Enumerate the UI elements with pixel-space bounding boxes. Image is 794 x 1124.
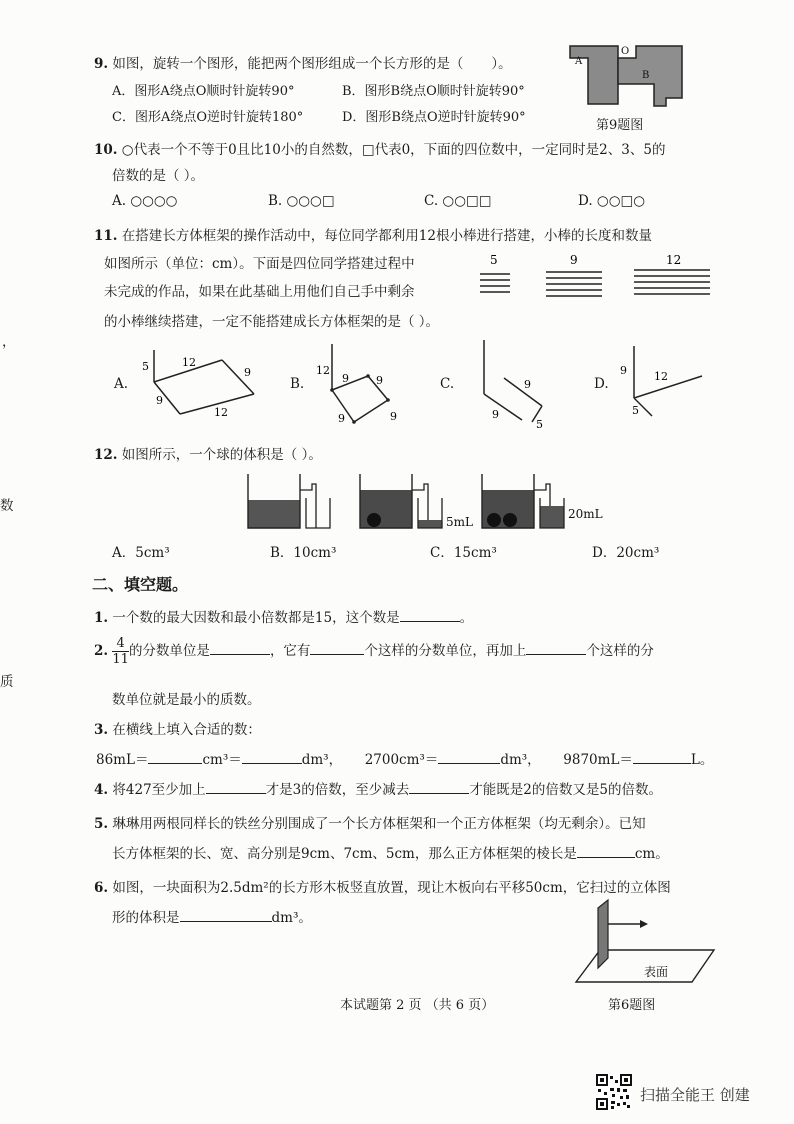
f3-blank-3[interactable] [438, 749, 500, 764]
f3-blank-2[interactable] [242, 749, 302, 764]
section-fill-blank-title: 二、填空题。 [92, 575, 189, 594]
margin-fragment-3: 质 [0, 674, 14, 690]
q9-fig-caption: 第9题图 [596, 118, 644, 133]
q10-line2: 倍数的是（ ）。 [112, 168, 205, 184]
a-label-9-right: 9 [244, 366, 251, 379]
f6-line2 [112, 906, 312, 926]
f2-text-2: ，它有 [269, 643, 311, 659]
q10-option-a[interactable]: A. ○○○○ [112, 193, 178, 209]
q11-option-b-label[interactable]: B. [290, 376, 305, 392]
q11-text-1: 在搭建长方体框架的操作活动中，每位同学都利用12根小棒进行搭建，小棒的长度和数量 [121, 228, 652, 244]
f2-text-3: 个这样的分数单位，再加上 [364, 643, 527, 659]
q12-figure [246, 468, 616, 532]
q12-container-2 [360, 474, 442, 528]
d-label-9: 9 [620, 364, 627, 377]
q11-option-a-label[interactable]: A. [114, 376, 129, 392]
c-label-9-b: 9 [492, 408, 499, 421]
f1-text: 一个数的最大因数和最小倍数都是15，这个数是 [112, 610, 400, 626]
q11-number: 11. [94, 228, 118, 244]
q12-option-c[interactable]: C．15cm³ [430, 545, 497, 561]
a-label-9-left: 9 [156, 394, 163, 407]
f2-text-4: 个这样的分 [586, 643, 654, 659]
b-label-9-b: 9 [376, 374, 383, 387]
f6-number: 6. [94, 880, 109, 896]
f3-blank-1[interactable] [148, 749, 202, 764]
c-label-9-a: 9 [524, 378, 531, 391]
f5-text-1: 琳琳用两根同样长的铁丝分别围成了一个长方体框架和一个正方体框架（均无剩余）。已知 [112, 816, 646, 832]
f2-fraction [112, 636, 129, 667]
q12-container-1 [248, 474, 330, 528]
f4-number: 4. [94, 782, 109, 798]
f1-blank[interactable] [400, 607, 460, 622]
b-label-9-c: 9 [338, 412, 345, 425]
f3-p3: 9870mL＝ [563, 752, 633, 768]
f6-surface-label: 表面 [644, 965, 669, 979]
f6-text-1: 如图，一块面积为2.5dm²的长方形木板竖直放置，现让木板向右平移50cm，它扫过的立体图 [112, 880, 671, 896]
q10-number: 10. [94, 142, 118, 158]
f5-end: cm。 [634, 846, 669, 862]
q11-option-d-figure[interactable] [616, 344, 716, 420]
scanner-watermark: 扫描全能王 创建 [640, 1086, 750, 1104]
q9-option-c[interactable]: C．图形A绕点O逆时针旋转180° [112, 110, 304, 125]
q9-label-a: A [575, 56, 583, 67]
f3-p1: 86mL＝ [96, 752, 149, 768]
sticks-12-group [634, 270, 710, 294]
f6-board [598, 900, 608, 968]
page-footer: 本试题第 2 页 （共 6 页） [340, 998, 495, 1013]
f3-blank-4[interactable] [633, 749, 691, 764]
stick-length-12: 12 [666, 253, 682, 267]
qr-code-icon [596, 1074, 632, 1110]
f3-u1: cm³＝ [202, 752, 242, 768]
f3-p2: 2700cm³＝ [364, 752, 439, 768]
margin-fragment-2: 数 [0, 498, 14, 514]
q10-line1 [94, 138, 665, 158]
f1-number: 1. [94, 610, 109, 626]
stick-length-5: 5 [490, 253, 498, 267]
q9-label-b: B [642, 70, 650, 81]
a-label-5: 5 [142, 360, 149, 373]
f3-number: 3. [94, 722, 109, 738]
q11-line4: 的小棒继续搭建，一定不能搭建成长方体框架的是（ ）。 [104, 314, 440, 330]
f5-text-2: 长方体框架的长、宽、高分别是9cm、7cm、5cm，那么正方体框架的棱长是 [112, 846, 577, 862]
b-label-12: 12 [316, 364, 330, 377]
b-label-9-d: 9 [390, 410, 397, 423]
a-label-12-bottom: 12 [214, 406, 228, 419]
f6-figure [572, 898, 722, 984]
f1-line [94, 606, 473, 626]
q11-line2: 如图所示（单位：cm）。下面是四位同学搭建过程中 [104, 256, 415, 272]
q11-option-d-label[interactable]: D. [594, 376, 609, 392]
q9-number: 9. [94, 56, 109, 72]
f6-end: dm³。 [271, 910, 312, 926]
f3-line2 [96, 748, 713, 768]
q10-option-b[interactable]: B. ○○○□ [268, 193, 335, 209]
q11-line1 [94, 224, 652, 244]
f2-blank-2[interactable] [310, 640, 364, 655]
f6-text-2: 形的体积是 [112, 910, 180, 926]
f4-blank-1[interactable] [206, 779, 266, 794]
f5-blank[interactable] [577, 843, 635, 858]
f2-blank-1[interactable] [210, 640, 270, 655]
q12-measure-20ml: 20mL [568, 507, 603, 521]
b-label-9-a: 9 [342, 372, 349, 385]
c-label-5: 5 [536, 418, 543, 431]
q11-option-a-figure[interactable] [140, 348, 270, 418]
q9-label-o: O [621, 46, 630, 57]
f4-blank-2[interactable] [409, 779, 469, 794]
q9-close: ）。 [491, 56, 512, 72]
q9-option-a[interactable]: A．图形A绕点O顺时针旋转90° [112, 84, 295, 99]
q10-text-1: ○代表一个不等于0且比10小的自然数，□代表0，下面的四位数中，一定同时是2、3、5的 [121, 142, 666, 158]
f2-frac-denominator: 11 [112, 652, 129, 667]
q11-sticks-figure [476, 254, 716, 298]
q11-option-b-figure[interactable] [314, 342, 414, 428]
f2-line1 [94, 636, 654, 667]
q11-option-c-label[interactable]: C. [440, 376, 455, 392]
q9-figure [568, 44, 698, 106]
sticks-5-group [480, 274, 510, 292]
q12-container-3 [482, 474, 564, 528]
f6-fig-caption: 第6题图 [608, 998, 656, 1013]
f2-blank-3[interactable] [526, 640, 586, 655]
q12-option-d[interactable]: D．20cm³ [592, 545, 660, 561]
f2-line2: 数单位就是最小的质数。 [112, 692, 261, 708]
f2-text-1: 的分数单位是 [128, 643, 210, 659]
f6-line1 [94, 876, 671, 896]
f5-line2 [112, 842, 669, 862]
f3-u4: L。 [690, 752, 714, 768]
f5-number: 5. [94, 816, 109, 832]
f3-u3: dm³， [500, 752, 541, 768]
f2-number: 2. [94, 643, 109, 659]
q12-option-a[interactable]: A．5cm³ [112, 545, 170, 561]
stick-length-9: 9 [570, 253, 578, 267]
q11-line3: 未完成的作品，如果在此基础上用他们自己手中剩余 [104, 284, 415, 300]
f1-end: 。 [459, 610, 474, 626]
f5-line1 [94, 812, 646, 832]
q12-measure-5ml: 5mL [446, 515, 473, 529]
margin-fragment-1: ， [2, 334, 16, 350]
f2-frac-numerator: 4 [112, 636, 129, 652]
f4-line [94, 778, 662, 798]
q9-text: 如图，旋转一个图形，能把两个图形组成一个长方形的是（ [112, 56, 464, 72]
f4-text-1: 将427至少加上 [112, 782, 206, 798]
f4-text-2: 才是3的倍数，至少减去 [265, 782, 410, 798]
q9-stem [94, 52, 512, 72]
f3-text: 在横线上填入合适的数： [112, 722, 261, 738]
a-label-12-top: 12 [182, 356, 196, 369]
q12-option-b[interactable]: B．10cm³ [270, 545, 337, 561]
f3-line1 [94, 718, 261, 738]
d-label-12: 12 [654, 370, 668, 383]
f4-text-3: 才能既是2的倍数又是5的倍数。 [469, 782, 662, 798]
q10-option-d[interactable]: D. ○○□○ [578, 193, 646, 209]
sticks-9-group [546, 272, 602, 296]
q10-option-c[interactable]: C. ○○□□ [424, 193, 492, 209]
q11-option-c-figure[interactable] [470, 338, 560, 432]
q12-text: 如图所示，一个球的体积是（ ）。 [121, 447, 322, 463]
q9-option-b[interactable]: B．图形B绕点O顺时针旋转90° [342, 84, 525, 99]
f6-blank[interactable] [180, 907, 272, 922]
f6-arrow-head [640, 920, 648, 928]
q9-option-d[interactable]: D．图形B绕点O逆时针旋转90° [342, 110, 526, 125]
q12-stem [94, 443, 322, 463]
d-label-5: 5 [632, 404, 639, 417]
q9-shape-a [570, 46, 618, 104]
q12-number: 12. [94, 447, 118, 463]
f3-u2: dm³， [301, 752, 343, 768]
